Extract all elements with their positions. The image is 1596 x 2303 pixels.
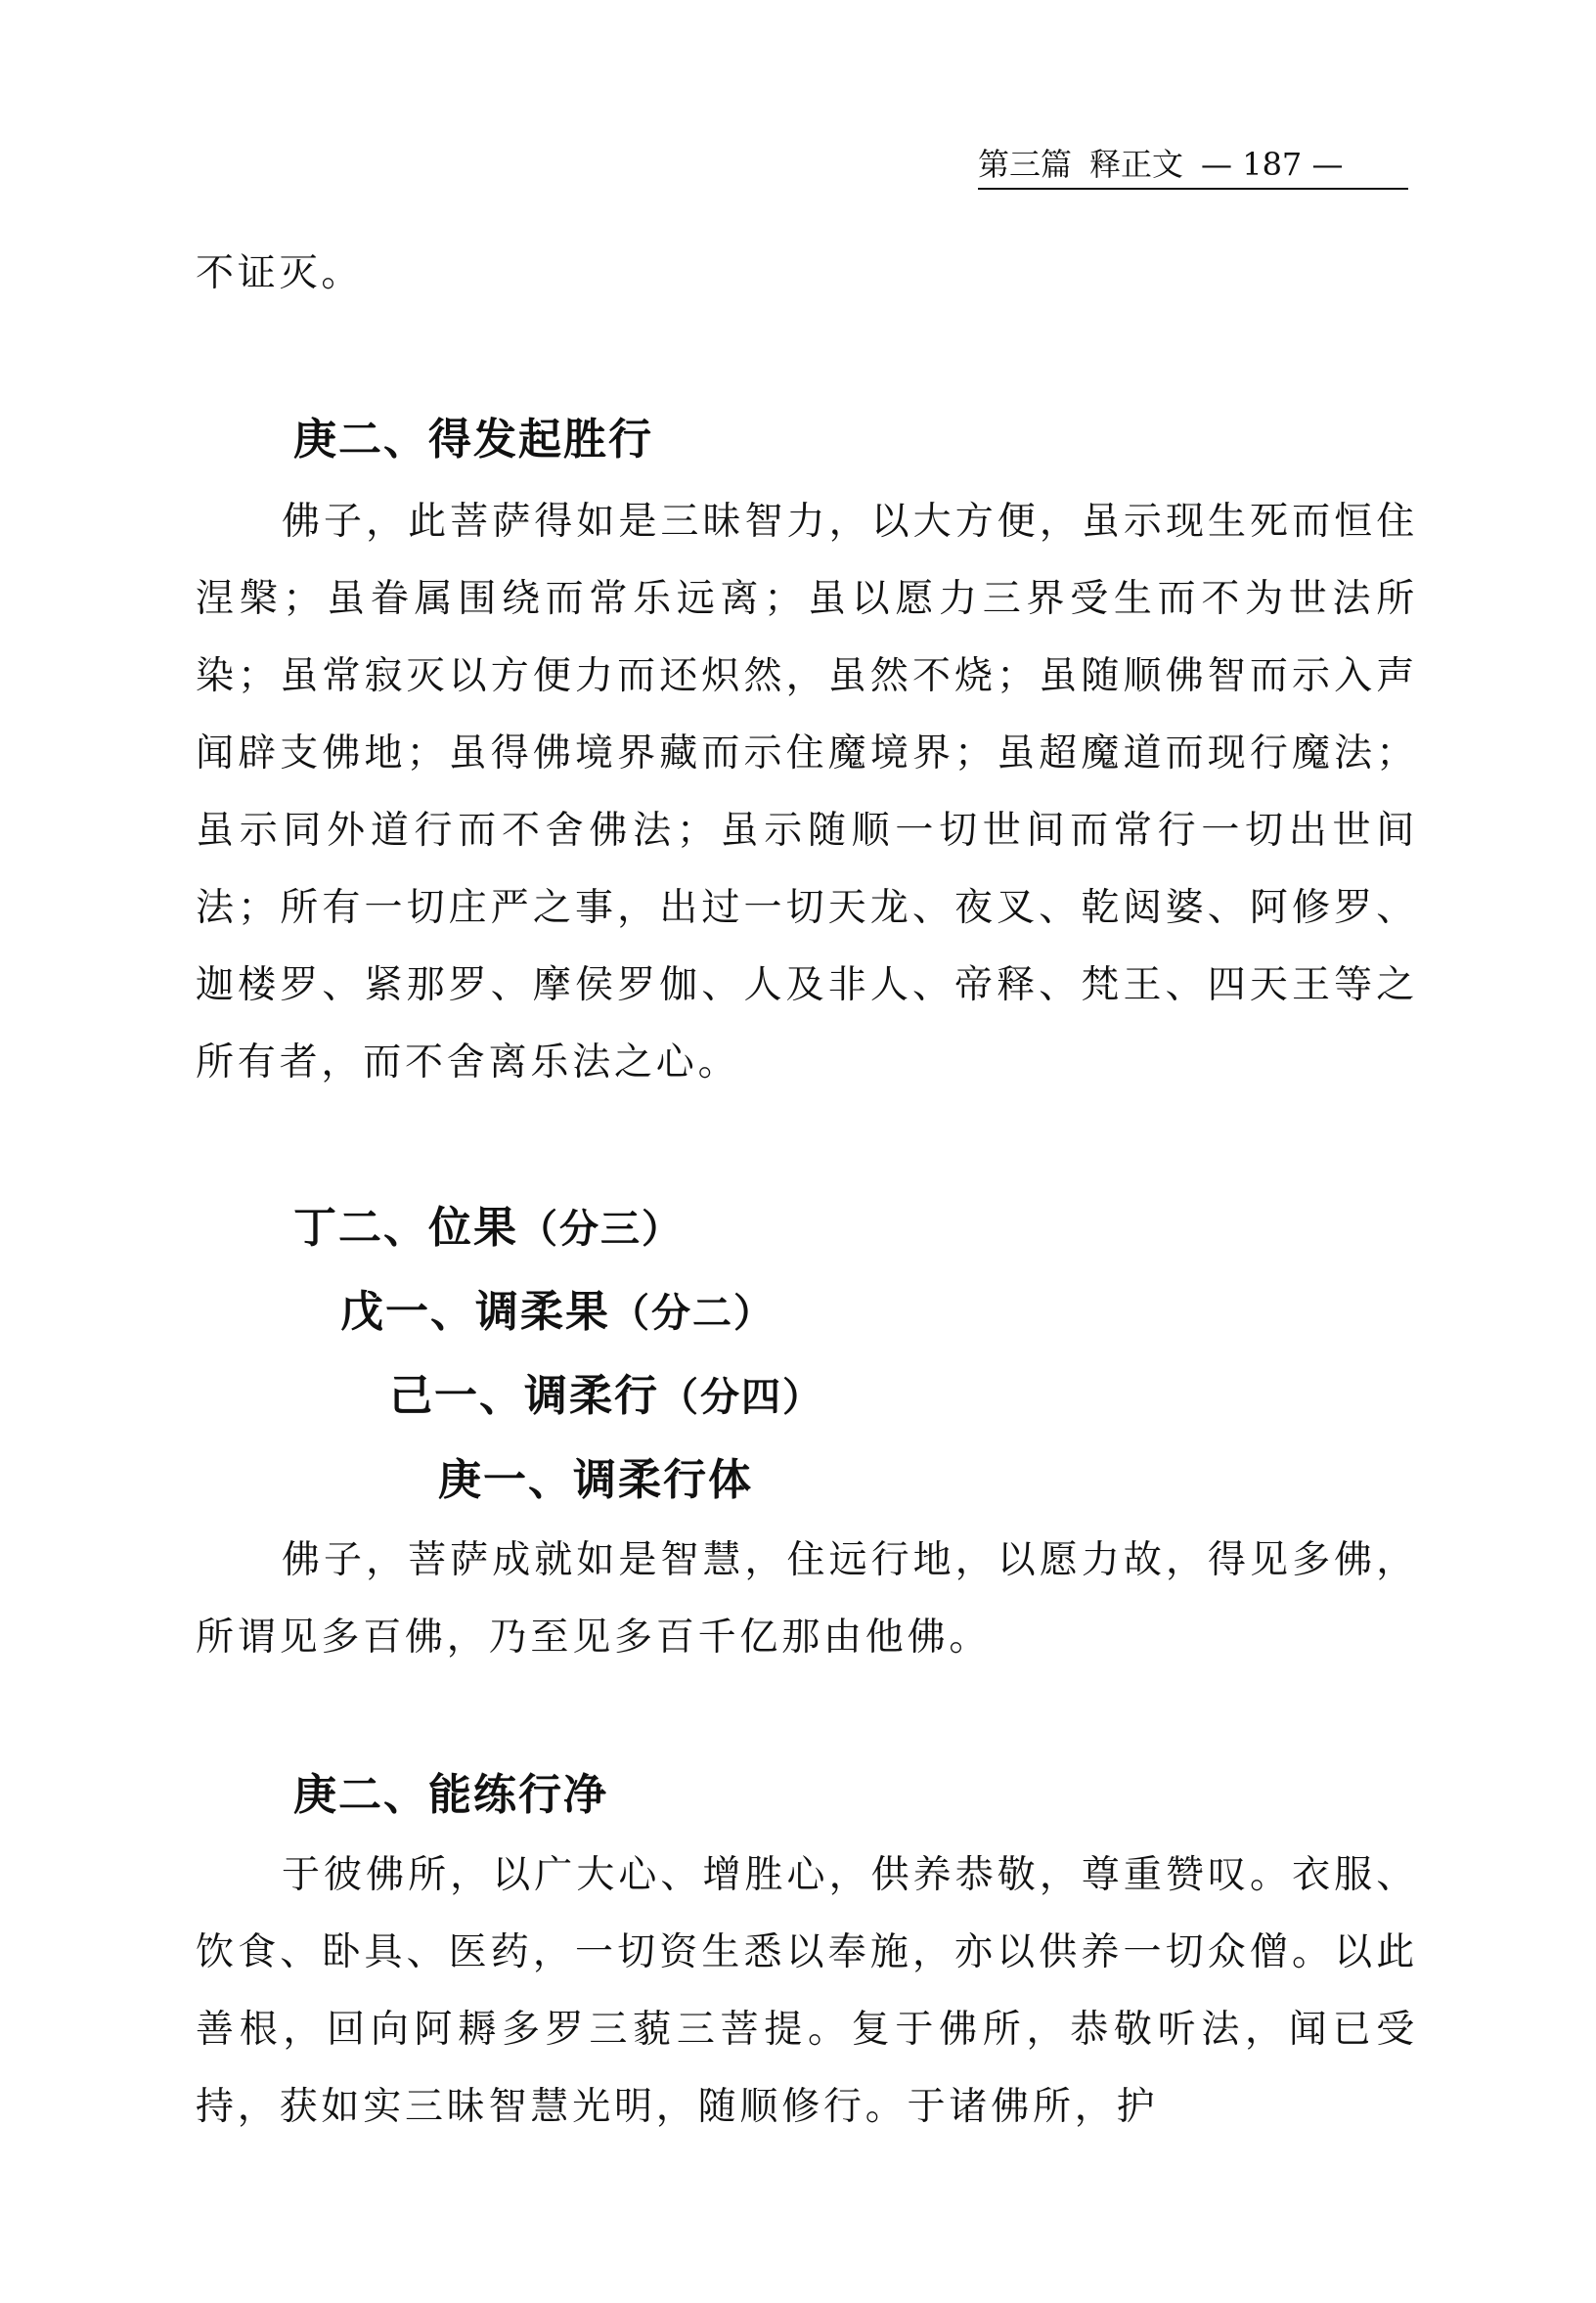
heading-wu-yi bbox=[340, 1285, 775, 1341]
heading-ji-yi-note: （分四） bbox=[659, 1374, 823, 1420]
paragraph-shengxing: 佛子，此菩萨得如是三昧智力，以大方便，虽示现生死而恒住涅槃；虽眷属围绕而常乐远离；虽以愿力三界受生而不为世法所染；虽常寂灭以方便力而还炽然，虽然不烧；虽随顺佛智而示入声闻辟支佛地；虽得佛境界藏而示住魔境界；虽超魔道而现行魔法；虽示同外道行而不舍佛法；虽示随顺一切世间而常行一切出世间法；所有一切庄严之事，出过一切天龙、夜叉、乾闼婆、阿修罗、迦楼罗、紧那罗、摩侯罗伽、人及非人、帝释、梵王、四天王等之所有者，而不舍离乐法之心。 bbox=[196, 500, 1418, 1085]
paragraph-continuation: 不证灭。 bbox=[196, 251, 364, 295]
paragraph-tiaorou: 佛子，菩萨成就如是智慧，住远行地，以愿力故，得见多佛，所谓见多百佛，乃至见多百千亿那由他佛。 bbox=[196, 1538, 1418, 1660]
header-title: 释正文 bbox=[1089, 146, 1184, 183]
heading-geng-er-lian: 庚二、能练行净 bbox=[293, 1770, 608, 1820]
heading-geng-yi: 庚一、调柔行体 bbox=[438, 1455, 753, 1505]
heading-geng-er-faqi: 庚二、得发起胜行 bbox=[293, 415, 653, 465]
heading-ding-er bbox=[293, 1201, 683, 1257]
header-section: 第三篇 bbox=[978, 146, 1073, 183]
paragraph-lianxing: 于彼佛所，以广大心、增胜心，供养恭敬，尊重赞叹。衣服、饮食、卧具、医药，一切资生悉以奉施，亦以供养一切众僧。以此善根，回向阿耨多罗三藐三菩提。复于佛所，恭敬听法，闻已受持，获如实三昧智慧光明，随顺修行。于诸佛所，护 bbox=[196, 1853, 1418, 2129]
heading-ding-er-note: （分三） bbox=[518, 1206, 683, 1252]
heading-ding-er-text: 丁二、位果 bbox=[293, 1203, 518, 1253]
heading-ji-yi bbox=[389, 1369, 823, 1425]
heading-wu-yi-note: （分二） bbox=[610, 1290, 775, 1336]
page-number: — 187 — bbox=[1201, 146, 1344, 183]
heading-ji-yi-text: 己一、调柔行 bbox=[389, 1371, 659, 1421]
running-header bbox=[978, 145, 1408, 190]
heading-wu-yi-text: 戊一、调柔果 bbox=[340, 1287, 610, 1337]
